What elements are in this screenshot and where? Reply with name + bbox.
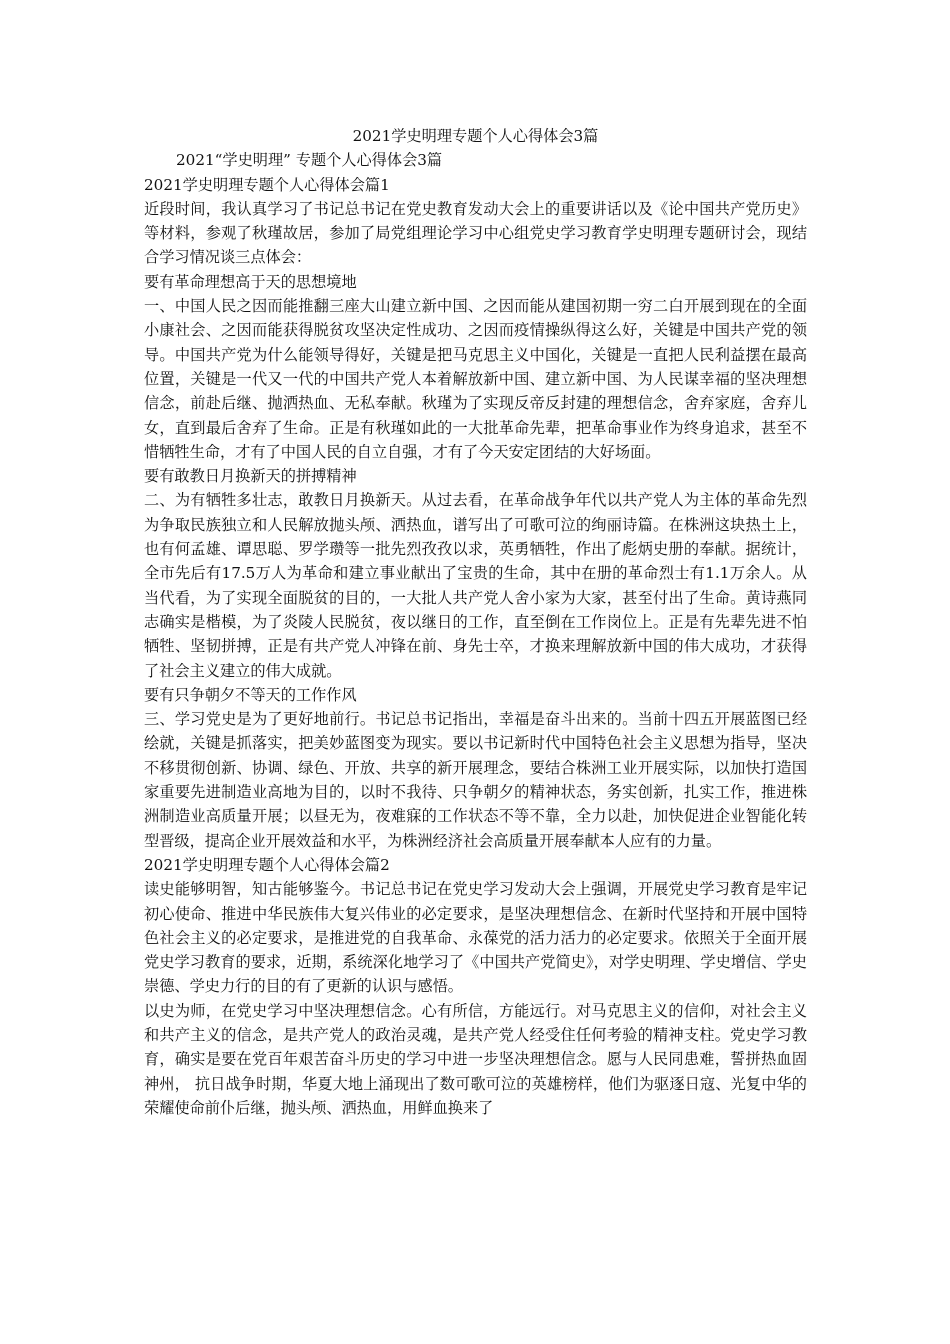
body-paragraph: 三、学习党史是为了更好地前行。书记总书记指出，幸福是奋斗出来的。当前十四五开展蓝图已经绘就，关键是抓落实，把美妙蓝图变为现实。要以书记新时代中国特色社会主义思想为指导，坚决不移贯彻创新、协调、绿色、开放、共享的新开展理念，要结合株洲工业开展实际，以加快打造国家重要先进制造业高地为目的，以时不我待、只争朝夕的精神状态，务实创新，扎实工作，推进株洲制造业高质量开展；以昼无为，夜难寐的工作状态不等不靠，全力以赴，加快促进企业智能化转型晋级，提高企业开展效益和水平，为株洲经济社会高质量开展奉献本人应有的力量。 — [144, 710, 807, 850]
body-paragraph: 二、为有牺牲多壮志，敢教日月换新天。从过去看，在革命战争年代以共产党人为主体的革命先烈为争取民族独立和人民解放抛头颅、洒热血，谱写出了可歌可泣的绚丽诗篇。在株洲这块热土上，也有何孟雄、谭思聪、罗学瓒等一批先烈孜孜以求，英勇牺牲，作出了彪炳史册的奉献。据统计，全市先后有17.5万人为革命和建立事业献出了宝贵的生命，其中在册的革命烈士有1.1万余人。从当代看，为了实现全面脱贫的目的，一大批人共产党人舍小家为大家，甚至付出了生命。黄诗燕同志确实是楷模，为了炎陵人民脱贫，夜以继日的工作，直至倒在工作岗位上。正是有先辈先进不怕牺牲、坚韧拼搏，正是有共产党人冲锋在前、身先士卒，才换来理解放新中国的伟大成功，才获得了社会主义建立的伟大成就。 — [144, 491, 807, 680]
section-heading-part-2: 2021学史明理专题个人心得体会篇2 — [144, 855, 390, 874]
section-heading-part-1: 2021学史明理专题个人心得体会篇1 — [144, 175, 390, 194]
document-page — [144, 124, 807, 1120]
document-title: 2021学史明理专题个人心得体会3篇 — [352, 127, 599, 145]
body-paragraph: 读史能够明智，知古能够鉴今。书记总书记在党史学习发动大会上强调，开展党史学习教育是牢记初心使命、推进中华民族伟大复兴伟业的必定要求，是坚决理想信念、在新时代坚持和开展中国特色社会主义的必定要求，是推进党的自我革命、永葆党的活力活力的必定要求。依照关于全面开展党史学习教育的要求，近期，系统深化地学习了《中国共产党简史》，对学史明理、学史增信、学史 崇德、学史力行的目的有了更新的认识与感悟。 — [144, 880, 807, 996]
subheading-revolutionary-ideals: 要有革命理想高于天的思想境地 — [144, 272, 357, 291]
subheading-work-style: 要有只争朝夕不等天的工作作风 — [144, 685, 357, 704]
document-subtitle: 2021“学史明理” 专题个人心得体会3篇 — [176, 151, 443, 170]
body-paragraph: 一、中国人民之因而能推翻三座大山建立新中国、之因而能从建国初期一穷二白开展到现在的全面小康社会、之因而能获得脱贫攻坚决定性成功、之因而疫情操纵得这么好，关键是中国共产党的领导。中国共产党为什么能领导得好，关键是把马克思主义中国化，关键是一直把人民利益摆在最高位置，关键是一代又一代的中国共产党人本着解放新中国、建立新中国、为人民谋幸福的坚决理想信念，前赴后继、抛洒热血、无私奉献。秋瑾为了实现反帝反封建的理想信念，舍弃家庭，舍弃儿女，直到最后舍弃了生命。正是有秋瑾如此的一大批革命先辈，把革命事业作为终身追求，甚至不惜牺牲生命，才有了中国人民的自立自强，才有了今天安定团结的大好场面。 — [144, 297, 807, 461]
subheading-fighting-spirit: 要有敢教日月换新天的拼搏精神 — [144, 467, 357, 486]
body-paragraph: 近段时间，我认真学习了书记总书记在党史教育发动大会上的重要讲话以及《论中国共产党历史》等材料，参观了秋瑾故居，参加了局党组理论学习中心组党史学习教育学史明理专题研讨会，现结合学习情况谈三点体会： — [144, 199, 807, 267]
body-paragraph: 以史为师，在党史学习中坚决理想信念。心有所信，方能远行。对马克思主义的信仰，对社会主义和共产主义的信念，是共产党人的政治灵魂，是共产党人经受住任何考验的精神支柱。党史学习教育，确实是要在党百年艰苦奋斗历史的学习中进一步坚决理想信念。愿与人民同患难，誓拼热血固神州， 抗日战争时期，华夏大地上涌现出了数可歌可泣的英雄榜样，他们为驱逐日寇、光复中华的荣耀使命前仆后继，抛头颅、洒热血，用鲜血换来了 — [144, 1001, 807, 1117]
